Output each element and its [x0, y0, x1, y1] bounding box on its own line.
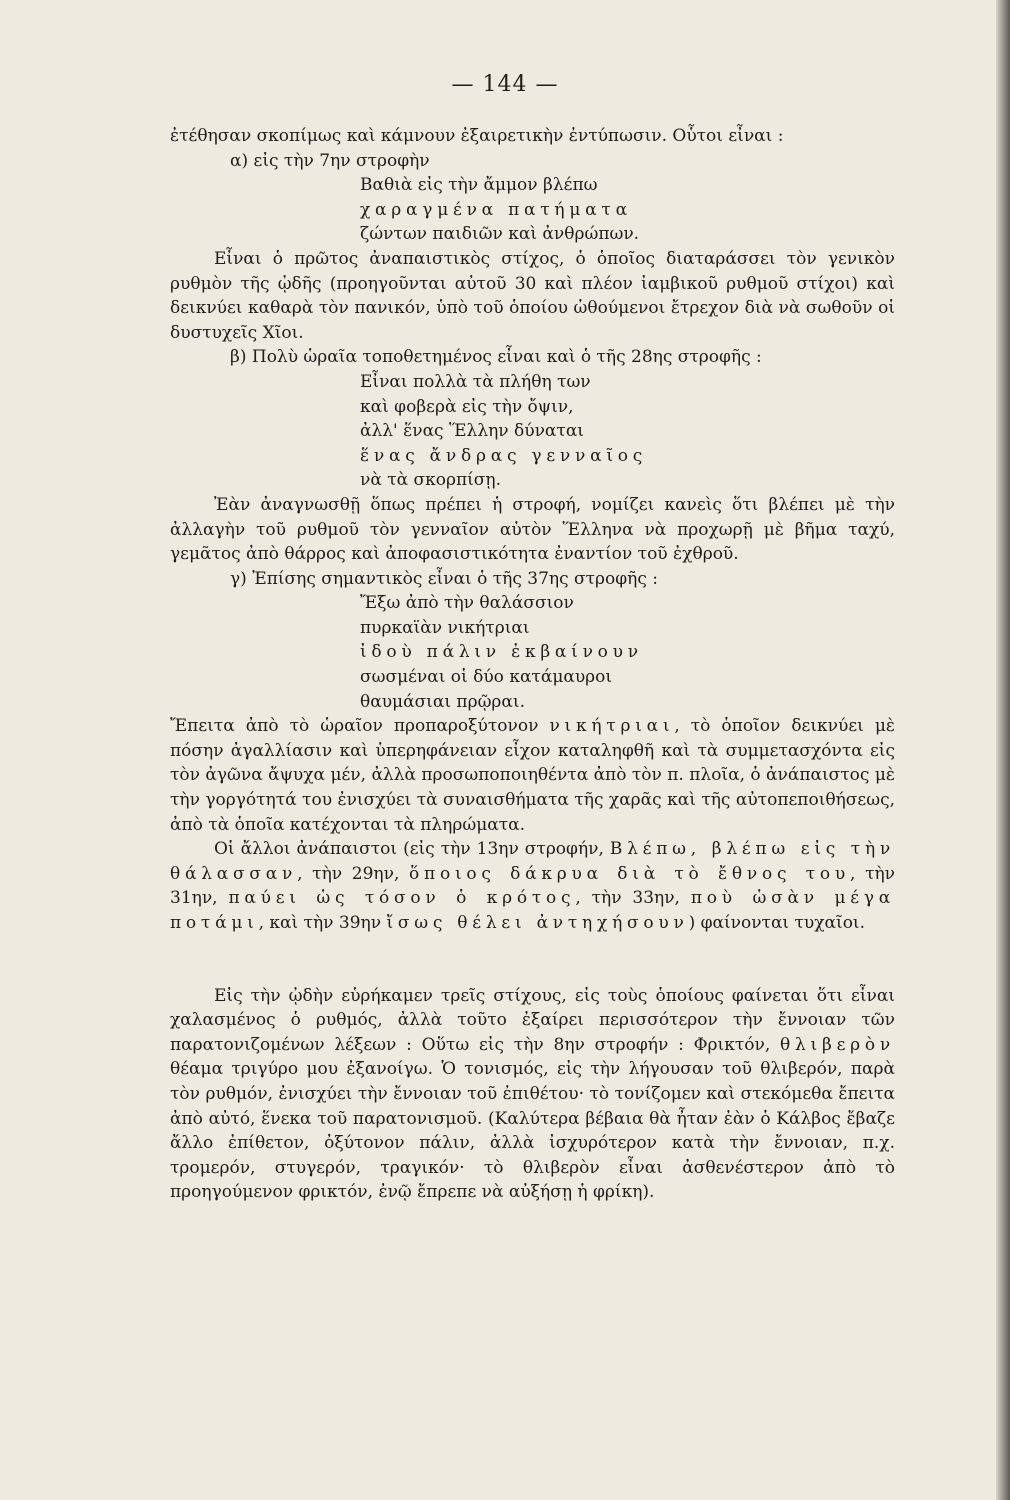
- text-run: Εἰς τὴν ᾠδὴν εὑρήκαμεν τρεῖς στίχους, εἰς τοὺς ὁποίους φαίνεται ὅτι εἶναι χαλασμένος ὁ ρυθμός, ἀλλὰ τοῦτο ἐξαίρει περισσότερον τὴν ἔννοιαν τῶν παρατονιζομένων λέξεων : Οὕτω εἰς τὴν 8ην στροφήν : Φρικτόν,: [170, 985, 895, 1055]
- text-run: ) φαίνονται τυχαῖοι.: [688, 913, 865, 933]
- text-run: , τὴν 33ην,: [575, 888, 691, 909]
- verse-line: ζώντων παιδιῶν καὶ ἀνθρώπων.: [360, 224, 640, 245]
- verse-line-spaced: χαραγμένα πατήματα: [360, 199, 632, 220]
- page-number: — 144 —: [451, 72, 559, 97]
- other-anapaests-paragraph: [170, 837, 895, 935]
- example-c-verses: [170, 591, 895, 714]
- example-a-verses: [170, 173, 895, 247]
- emphasized-word: θλιβερὸν: [780, 1034, 895, 1055]
- text-run: θέαμα τριγύρο μου ἐξανοίγω. Ὁ τονισμός, εἰς τὴν λήγουσαν τοῦ θλιβερόν, παρὰ τὸν ρυθμόν, ἐνισχύει τὴν ἔννοιαν τοῦ ἐπιθέτου· τὸ τονίζομεν καὶ στεκόμεθα ἔπειτα ἀπὸ αὐτό, ἕνεκα τοῦ παρατονισμοῦ. (Καλύτερα βέβαια θὰ ἦταν ἐὰν ὁ Κάλβος ἔβαζε ἄλλο ἐπίθετον, ὀξύτονον πάλιν, ἀλλὰ ἰσχυρότερον κατὰ τὴν ἔννοιαν, π.χ. τρομερόν, στυγερόν, τραγικόν· τὸ θλιβερὸν εἶναι ἀσθενέστερον ἀπὸ τὸ προηγούμενον φρικτόν, ἐνῷ ἔπρεπε νὰ αὐξήσῃ ἡ φρίκη).: [170, 1059, 895, 1203]
- verse-line: θαυμάσιαι πρῷραι.: [360, 691, 525, 712]
- quoted-verse: παύει ὡς τόσον ὁ κρότος: [228, 888, 576, 909]
- section-gap: [170, 936, 895, 984]
- verse-line: ἀλλ' ἕνας Ἕλλην δύναται: [360, 421, 584, 442]
- verse-line-spaced: ἰδοὺ πάλιν ἐκβαίνουν: [360, 642, 643, 663]
- verse-line: Ἔξω ἀπὸ τὴν θαλάσσιον: [360, 593, 574, 614]
- quoted-verse: Βλέπω, βλέπω εἰς τὴν θάλασσαν: [170, 839, 895, 884]
- quoted-verse: ποὺ ὡσὰν μέγα ποτάμι: [170, 888, 895, 933]
- text-run: , καὶ τὴν 39ην: [258, 913, 387, 933]
- verse-line: Βαθιὰ εἰς τὴν ἄμμον βλέπω: [360, 175, 598, 196]
- verse-line-spaced: ἕνας ἄνδρας γενναῖος: [360, 445, 648, 466]
- emphasized-word: νικήτριαι: [549, 716, 675, 737]
- verse-line: Εἶναι πολλὰ τὰ πλήθη των: [360, 371, 591, 392]
- opening-line: ἐτέθησαν σκοπίμως καὶ κάμνουν ἐξαιρετικὴν ἐντύπωσιν. Οὗτοι εἶναι :: [170, 126, 784, 146]
- text-run: , τὸ ὁποῖον δεικνύει μὲ πόσην ἀγαλλίασιν καὶ ὑπερηφάνειαν εἶχον καταληφθῆ καὶ τὰ συμμετασχόντα εἰς τὸν ἀγῶνα ἄψυχα μέν, ἀλλὰ προσωποποιηθέντα ἀπὸ τὸν π. πλοῖα, ὁ ἀνάπαιστος μὲ τὴν γοργότητά του ἐνισχύει τὰ συναισθήματα τῆς χαρᾶς καὶ τῆς αὐτοπεποιθήσεως, ἀπὸ τὰ ὁποῖα κατέχονται τὰ πληρώματα.: [170, 716, 895, 835]
- example-c-label: γ) Ἐπίσης σημαντικὸς εἶναι ὁ τῆς 37ης στροφῆς :: [230, 568, 658, 589]
- body-text: [170, 124, 895, 1205]
- quoted-verse: ὅποιος δάκρυα διὰ τὸ ἔθνος του: [409, 863, 850, 884]
- verse-line: σωσμέναι οἱ δύο κατάμαυροι: [360, 667, 613, 688]
- example-a-commentary: Εἶναι ὁ πρῶτος ἀναπαιστικὸς στίχος, ὁ ὁποῖος διαταράσσει τὸν γενικὸν ρυθμὸν τῆς ᾠδῆς (προηγοῦνται αὐτοῦ 30 καὶ πλέον ἰαμβικοῦ ρυθμοῦ στίχοι) καὶ δεικνύει καθαρὰ τὸν πανικόν, ὑπὸ τοῦ ὁποίου ὠθούμενοι ἔτρεχον διὰ νὰ σωθοῦν οἱ δυστυχεῖς Χῖοι.: [170, 248, 895, 343]
- example-b-commentary: Ἐὰν ἀναγνωσθῇ ὅπως πρέπει ἡ στροφή, νομίζει κανεὶς ὅτι βλέπει μὲ τὴν ἀλλαγὴν τοῦ ρυθμοῦ τὸν γενναῖον αὐτὸν Ἕλληνα νὰ προχωρῇ μὲ βῆμα ταχύ, γεμᾶτος ἀπὸ θάρρος καὶ ἀποφασιστικότητα ἐναντίον τοῦ ἐχθροῦ.: [170, 494, 895, 565]
- page-edge-shadow: [996, 0, 1010, 1500]
- example-a-label: α) εἰς τὴν 7ην στροφὴν: [230, 150, 430, 171]
- text-run: , τὴν 31ην,: [170, 863, 895, 909]
- example-c-commentary: [170, 714, 895, 837]
- verse-line: νὰ τὰ σκορπίσῃ.: [360, 470, 501, 491]
- text-run: Οἱ ἄλλοι ἀνάπαιστοι (εἰς τὴν 13ην στροφήν,: [214, 839, 610, 860]
- example-b-verses: [170, 370, 895, 493]
- quoted-verse: ἴσως θέλει ἀντηχήσουν: [386, 913, 689, 933]
- text-run: , τὴν 29ην,: [297, 863, 410, 884]
- text-run: Ἔπειτα ἀπὸ τὸ ὡραῖον προπαροξύτονον: [170, 716, 550, 737]
- broken-rhythm-paragraph: [170, 984, 895, 1205]
- verse-line: καὶ φοβερὰ εἰς τὴν ὄψιν,: [360, 396, 574, 417]
- example-b-label: β) Πολὺ ὡραῖα τοποθετημένος εἶναι καὶ ὁ τῆς 28ης στροφῆς :: [230, 347, 762, 368]
- verse-line: πυρκαϊὰν νικήτριαι: [360, 617, 530, 638]
